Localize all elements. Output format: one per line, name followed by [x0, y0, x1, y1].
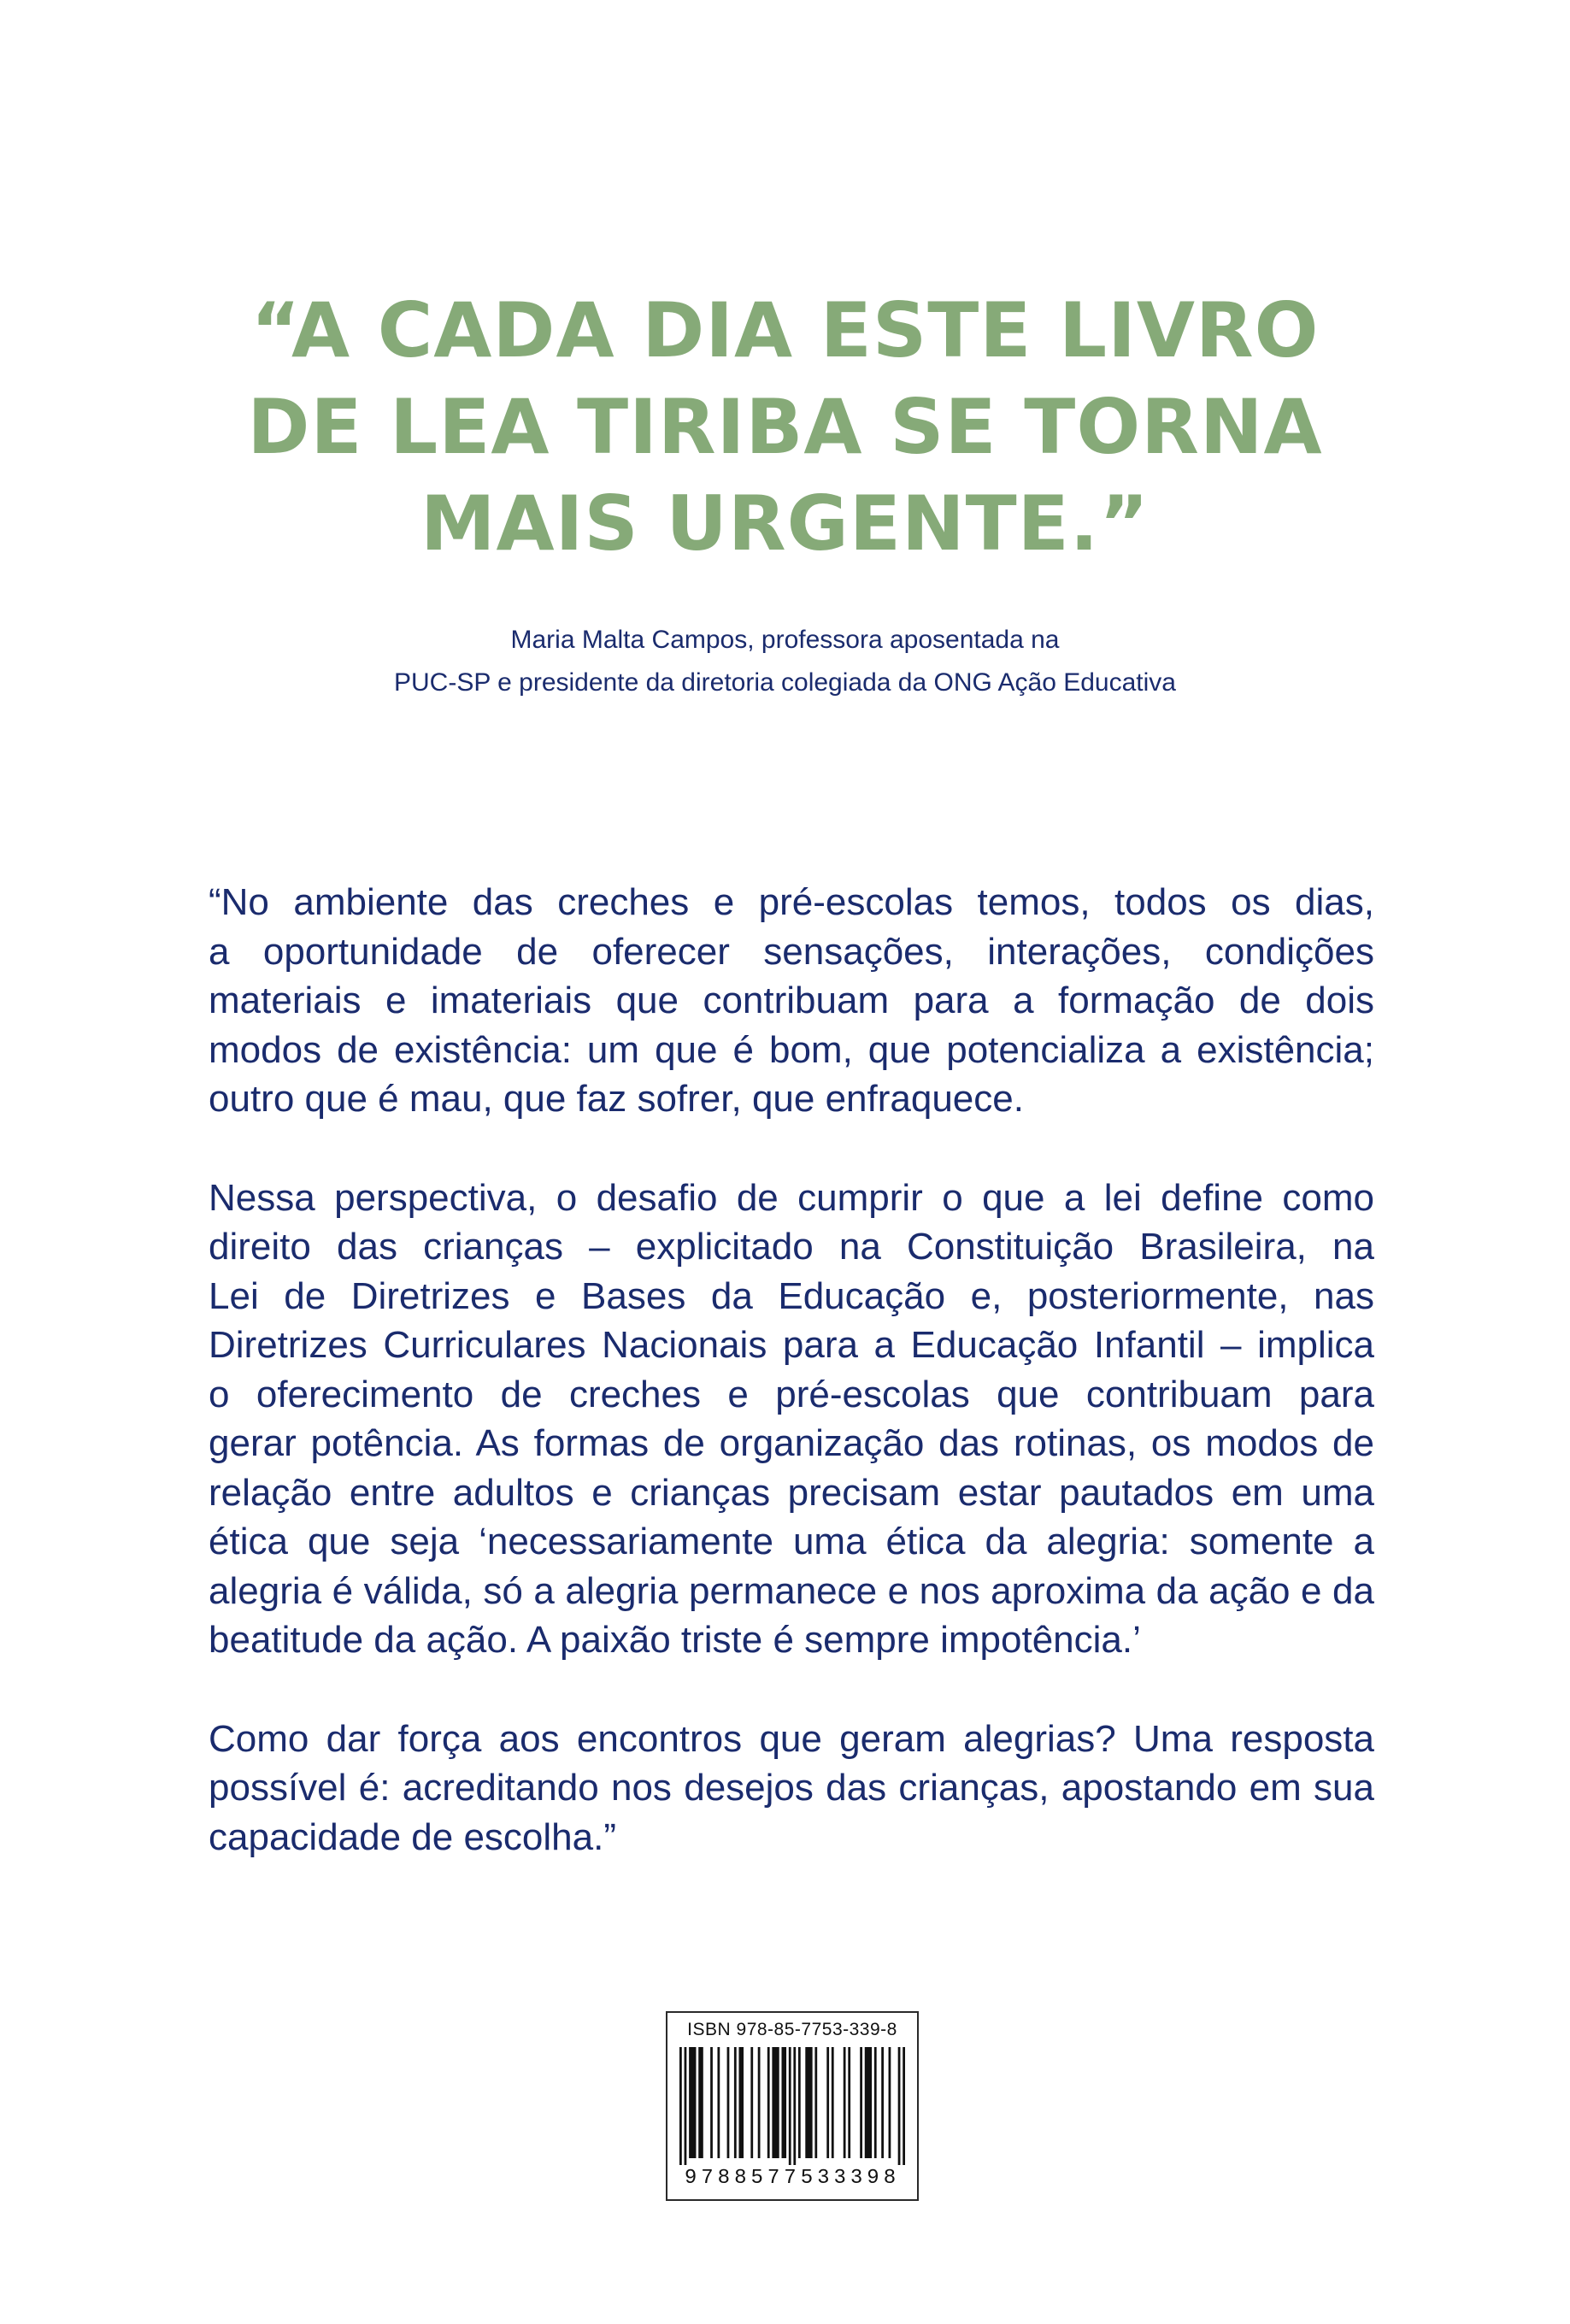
barcode-bar	[710, 2047, 713, 2158]
barcode-bar	[826, 2047, 829, 2158]
barcode-bar	[798, 2047, 801, 2158]
barcode-bar	[698, 2047, 703, 2158]
barcode-bars	[679, 2047, 905, 2165]
barcode-bar	[814, 2047, 817, 2158]
text-line: a oportunidade de oferecer sensações, interações, condições	[209, 930, 1374, 973]
barcode-bar	[685, 2047, 687, 2165]
barcode-bar	[903, 2047, 905, 2165]
headline-line-2: DE LEA TIRIBA SE TORNA	[247, 383, 1323, 471]
headline-line-1: “A CADA DIA ESTE LIVRO	[250, 286, 1320, 374]
barcode-bar	[738, 2047, 744, 2158]
barcode-bar	[717, 2047, 720, 2158]
excerpt-paragraph-3	[209, 1715, 1374, 1862]
barcode-bar	[881, 2047, 884, 2158]
barcode-bar	[874, 2047, 877, 2158]
barcode-bar	[758, 2047, 761, 2158]
text-line: direito das crianças – explicitado na Constituição Brasileira, na	[209, 1226, 1374, 1268]
barcode-bar	[844, 2047, 846, 2158]
text-line: “No ambiente das creches e pré-escolas temos, todos os dias,	[209, 881, 1374, 923]
barcode-bar	[832, 2047, 834, 2158]
barcode-bar	[865, 2047, 872, 2158]
text-line: capacidade de escolha.”	[209, 1815, 616, 1858]
barcode-bar	[789, 2047, 791, 2165]
text-line: Diretrizes Curriculares Nacionais para a Educação Infantil – implica	[209, 1324, 1374, 1366]
barcode-bar	[781, 2047, 786, 2158]
barcode-bar	[767, 2047, 770, 2158]
text-line: possível é: acreditando nos desejos das crianças, apostando em sua	[209, 1767, 1374, 1809]
text-line: materiais e imateriais que contribuam para a formação de dois	[209, 980, 1374, 1021]
back-cover-excerpt	[209, 878, 1374, 1911]
text-line: ética que seja ‘necessariamente uma ética da alegria: somente a	[209, 1521, 1374, 1562]
barcode-bar	[793, 2047, 796, 2165]
ean-digits: 9788577533398	[684, 2167, 901, 2190]
barcode-bar	[734, 2047, 737, 2158]
attribution-line-2: PUC-SP e presidente da diretoria colegiada da ONG Ação Educativa	[394, 668, 1176, 697]
text-line: beatitude da ação. A paixão triste é sempre impotência.’	[209, 1619, 1141, 1661]
barcode-bar	[848, 2047, 850, 2158]
barcode-bar	[689, 2047, 696, 2158]
barcode-bar	[889, 2047, 891, 2158]
isbn-barcode	[666, 2011, 919, 2201]
excerpt-paragraph-2	[209, 1174, 1374, 1665]
headline-line-3: MAIS URGENTE.”	[420, 480, 1150, 568]
text-line: relação entre adultos e crianças precisam estar pautados em uma	[209, 1471, 1374, 1514]
excerpt-paragraph-1	[209, 878, 1374, 1124]
text-line: modos de existência: um que é bom, que potencializa a existência;	[209, 1028, 1374, 1071]
barcode-bar	[727, 2047, 730, 2158]
barcode-bar	[750, 2047, 753, 2158]
text-line: alegria é válida, só a alegria permanece e nos aproxima da ação e da	[209, 1569, 1374, 1612]
cover-headline-quote	[0, 282, 1570, 572]
barcode-bar	[805, 2047, 812, 2158]
text-line: gerar potência. As formas de organização das rotinas, os modos de	[209, 1422, 1374, 1464]
barcode-bar	[860, 2047, 862, 2158]
text-line: Como dar força aos encontros que geram alegrias? Uma resposta	[209, 1717, 1374, 1760]
barcode-bar	[772, 2047, 779, 2158]
text-line: outro que é mau, que faz sofrer, que enfraquece.	[209, 1078, 1024, 1120]
text-line: Lei de Diretrizes e Bases da Educação e, posteriormente, nas	[209, 1274, 1374, 1317]
text-line: o oferecimento de creches e pré-escolas que contribuam para	[209, 1373, 1374, 1415]
isbn-label: ISBN 978-85-7753-339-8	[687, 2020, 897, 2039]
quote-attribution	[0, 619, 1570, 704]
barcode-bar	[898, 2047, 901, 2165]
attribution-line-1: Maria Malta Campos, professora aposentada na	[510, 626, 1060, 654]
barcode-bar	[679, 2047, 682, 2165]
text-line: Nessa perspectiva, o desafio de cumprir o que a lei define como	[209, 1176, 1374, 1219]
